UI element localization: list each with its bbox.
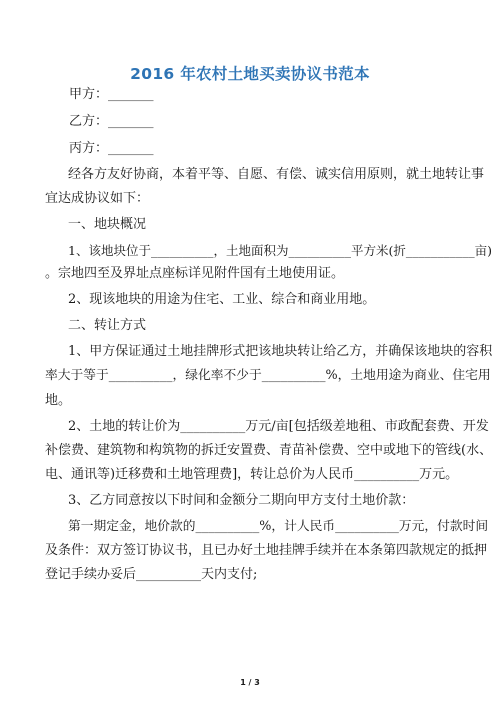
preamble-line-1: 经各方友好协商，本着平等、自愿、有偿、诚实信用原则，就土地转让事 [68,167,485,182]
section-heading-1: 一、地块概况 [68,217,147,232]
clause-2-1-line-2: 率大于等于__________，绿化率不少于__________%，土地用途为商业、住宅用 [45,368,491,383]
clause-2-1-line-1: 1、甲方保证通过土地挂牌形式把该地块转让给乙方，并确保该地块的容积 [68,344,493,359]
clause-1-1-line-2: 。宗地四至及界址点座标详见附件国有土地使用证。 [45,266,345,281]
installment-1-line-1: 第一期定金，地价款的__________%，计人民币__________万元，付款时间 [68,519,489,534]
party-b-line: 乙方：_______ [69,114,154,129]
clause-1-1-line-1: 1、该地块位于__________，土地面积为__________平方米(折___________亩) [68,243,492,258]
party-c-line: 丙方：_______ [69,141,154,156]
document-title: 2016 年农村土地买卖协议书范本 [130,65,370,83]
clause-2-3: 3、乙方同意按以下时间和金额分二期向甲方支付土地价款： [68,493,415,508]
clause-2-2-line-2: 补偿费、建筑物和构筑物的拆迁安置费、青苗补偿费、空中或地下的管线(水、 [45,443,493,458]
page-number: 1 / 3 [240,678,260,687]
clause-2-2-line-1: 2、土地的转让价为__________万元/亩[包括级差地租、市政配套费、开发 [68,419,489,434]
section-heading-2: 二、转让方式 [68,318,147,333]
clause-1-2: 2、现该地块的用途为住宅、工业、综合和商业用地。 [68,292,376,307]
party-a-line: 甲方：_______ [69,87,154,102]
clause-2-2-line-3: 电、通讯等)迁移费和土地管理费]，转让总价为人民币__________万元。 [45,467,459,482]
installment-1-line-2: 及条件：双方签订协议书，且已办好土地挂牌手续并在本条第四款规定的抵押 [45,543,488,558]
clause-2-1-line-3: 地。 [45,393,72,408]
installment-1-line-3: 登记手续办妥后__________天内支付; [45,567,258,582]
preamble-line-2: 宜达成协议如下： [45,191,150,206]
